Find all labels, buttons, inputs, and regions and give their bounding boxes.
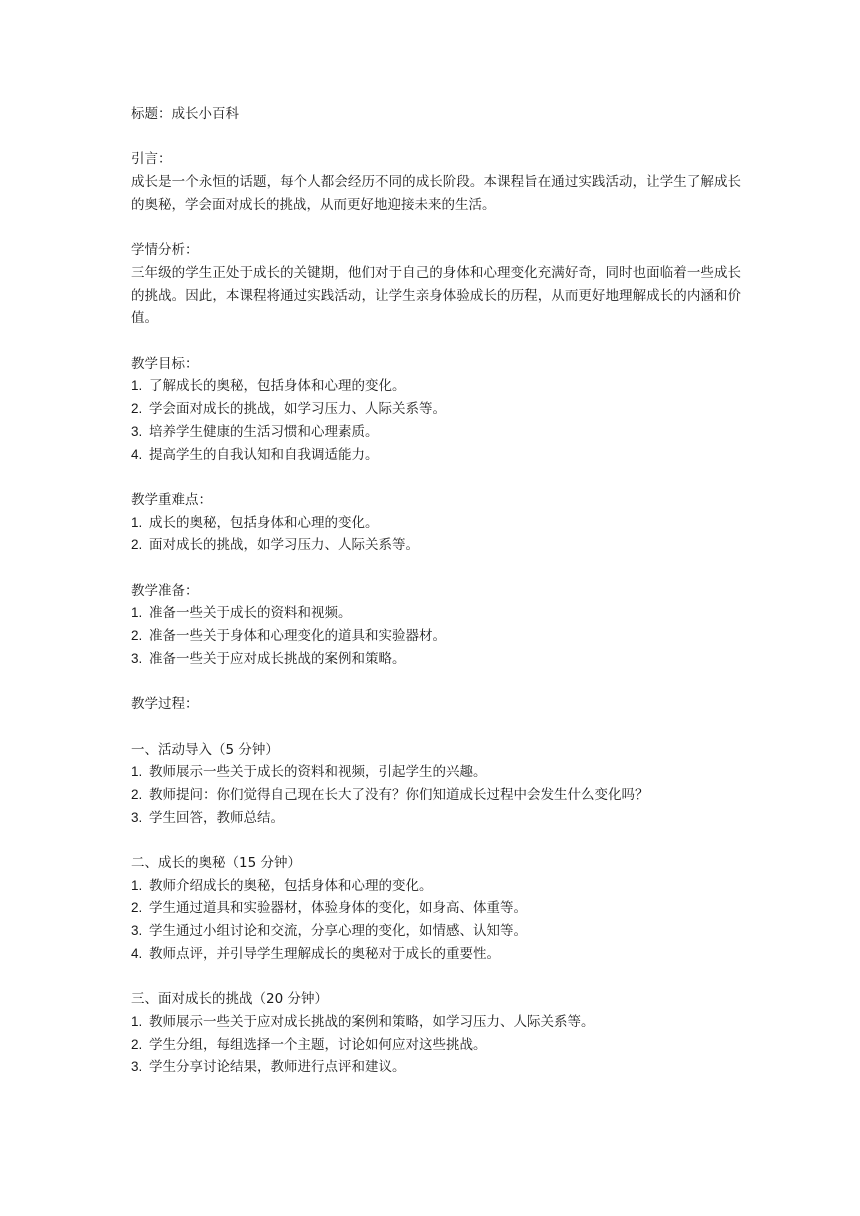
list-text: 提高学生的自我认知和自我调适能力。 — [149, 446, 379, 463]
list-number: 3. — [131, 650, 143, 666]
list-number: 3. — [131, 809, 143, 825]
list-text: 了解成长的奥秘，包括身体和心理的变化。 — [149, 378, 406, 395]
list-item — [131, 943, 741, 966]
list-text: 准备一些关于成长的资料和视频。 — [149, 605, 352, 622]
list-text: 学生分享讨论结果，教师进行点评和建议。 — [149, 1059, 406, 1076]
list-number: 1. — [131, 877, 143, 893]
list-number: 2. — [131, 401, 143, 417]
list-item — [131, 875, 741, 898]
list-text: 教师展示一些关于成长的资料和视频，引起学生的兴趣。 — [149, 764, 487, 781]
spacer — [131, 671, 741, 694]
key-points-heading: 教学重难点： — [131, 491, 212, 508]
list-number: 4. — [131, 446, 143, 462]
preparation-heading: 教学准备： — [131, 582, 199, 599]
list-item — [131, 421, 741, 444]
document-page — [131, 103, 741, 1079]
list-text: 准备一些关于应对成长挑战的案例和策略。 — [149, 650, 406, 667]
intro-heading: 引言： — [131, 151, 172, 168]
list-item — [131, 920, 741, 943]
list-number: 4. — [131, 945, 143, 961]
document-title: 标题：成长小百科 — [131, 106, 239, 122]
list-text: 学生通过小组讨论和交流，分享心理的变化，如情感、认知等。 — [149, 923, 527, 940]
list-item — [131, 1011, 741, 1034]
list-number: 3. — [131, 923, 143, 939]
list-text: 教师展示一些关于应对成长挑战的案例和策略，如学习压力、人际关系等。 — [149, 1013, 595, 1030]
list-item — [131, 534, 741, 557]
spacer — [131, 557, 741, 580]
list-number: 1. — [131, 764, 143, 780]
list-text: 教师介绍成长的奥秘，包括身体和心理的变化。 — [149, 877, 433, 894]
list-item — [131, 897, 741, 920]
list-item — [131, 375, 741, 398]
list-item — [131, 398, 741, 421]
list-number: 2. — [131, 537, 143, 553]
list-item — [131, 1034, 741, 1057]
list-item — [131, 1056, 741, 1079]
spacer — [131, 126, 741, 149]
spacer — [131, 716, 741, 739]
list-text: 面对成长的挑战，如学习压力、人际关系等。 — [149, 537, 419, 554]
analysis-paragraph: 三年级的学生正处于成长的关键期，他们对于自己的身体和心理变化充满好奇，同时也面临着一些成长的挑战。因此，本课程将通过实践活动，让学生亲身体验成长的历程，从而更好地理解成长的内涵和价值。 — [131, 264, 741, 327]
list-text: 教师点评，并引导学生理解成长的奥秘对于成长的重要性。 — [149, 945, 500, 962]
list-item — [131, 444, 741, 467]
list-number: 2. — [131, 628, 143, 644]
list-number: 3. — [131, 423, 143, 439]
goals-heading: 教学目标： — [131, 355, 199, 372]
list-item — [131, 512, 741, 535]
section-title: 三、面对成长的挑战（20 分钟） — [131, 991, 328, 1008]
list-item — [131, 602, 741, 625]
section-title: 二、成长的奥秘（15 分钟） — [131, 855, 301, 872]
list-text: 培养学生健康的生活习惯和心理素质。 — [149, 423, 379, 440]
list-text: 学生分组，每组选择一个主题，讨论如何应对这些挑战。 — [149, 1036, 487, 1053]
spacer — [131, 330, 741, 353]
list-text: 教师提问：你们觉得自己现在长大了没有？你们知道成长过程中会发生什么变化吗？ — [149, 786, 649, 803]
process-heading: 教学过程： — [131, 696, 199, 713]
spacer — [131, 829, 741, 852]
spacer — [131, 217, 741, 240]
list-number: 2. — [131, 900, 143, 916]
list-number: 3. — [131, 1059, 143, 1075]
list-text: 学会面对成长的挑战，如学习压力、人际关系等。 — [149, 401, 446, 418]
list-text: 学生回答，教师总结。 — [149, 809, 284, 826]
section-title: 一、活动导入（5 分钟） — [131, 741, 279, 758]
analysis-heading: 学情分析： — [131, 242, 199, 259]
list-number: 1. — [131, 605, 143, 621]
list-item — [131, 761, 741, 784]
list-number: 2. — [131, 1036, 143, 1052]
list-number: 1. — [131, 514, 143, 530]
list-number: 1. — [131, 1013, 143, 1029]
list-item — [131, 784, 741, 807]
list-item — [131, 648, 741, 671]
intro-paragraph: 成长是一个永恒的话题，每个人都会经历不同的成长阶段。本课程旨在通过实践活动，让学生了解成长的奥秘，学会面对成长的挑战，从而更好地迎接未来的生活。 — [131, 174, 741, 213]
list-text: 成长的奥秘，包括身体和心理的变化。 — [149, 514, 379, 531]
list-item — [131, 807, 741, 830]
list-number: 2. — [131, 786, 143, 802]
list-text: 学生通过道具和实验器材，体验身体的变化，如身高、体重等。 — [149, 900, 527, 917]
spacer — [131, 966, 741, 989]
list-text: 准备一些关于身体和心理变化的道具和实验器材。 — [149, 628, 446, 645]
spacer — [131, 466, 741, 489]
list-item — [131, 625, 741, 648]
list-number: 1. — [131, 378, 143, 394]
